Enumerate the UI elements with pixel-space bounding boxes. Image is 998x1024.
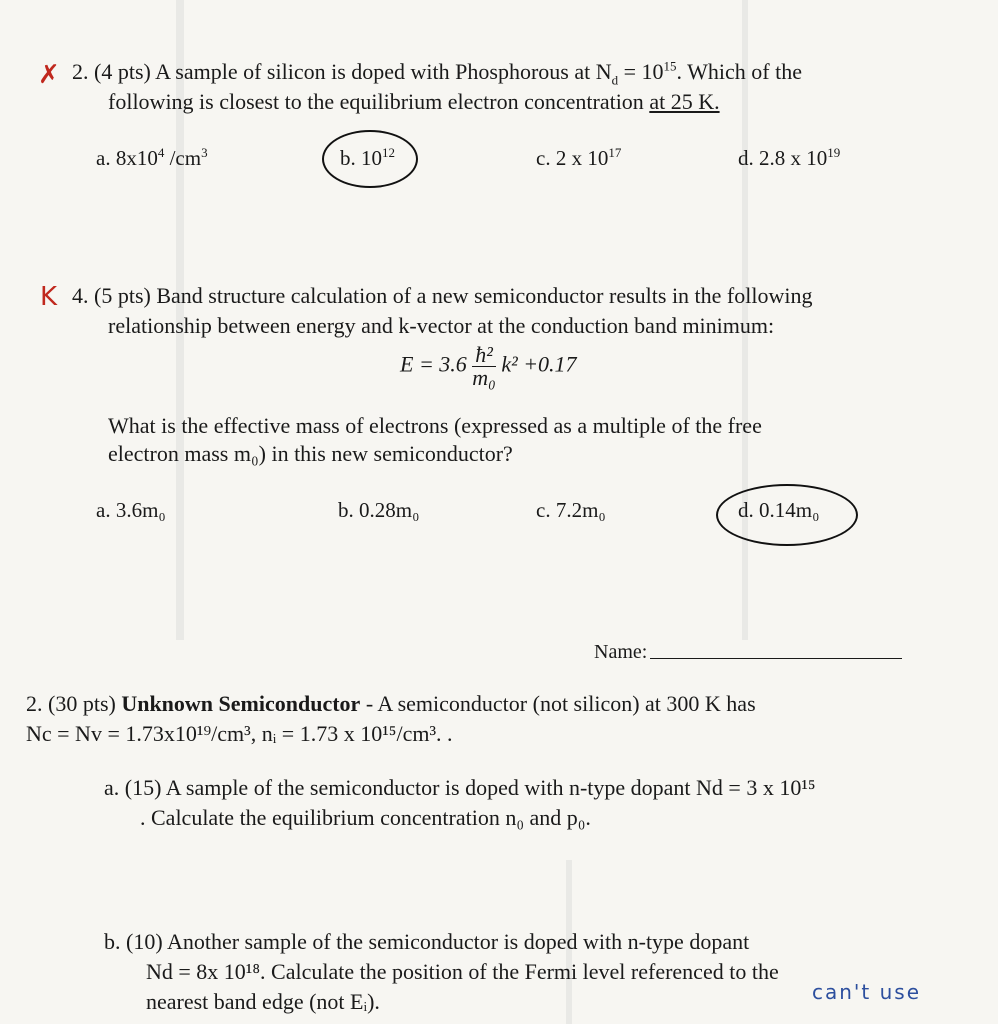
name-field-line (650, 658, 902, 659)
name-label: Name: (594, 641, 648, 663)
handwritten-note: can't use (812, 980, 922, 1004)
q4-option-a: a. 3.6m₀ (96, 498, 166, 522)
answer-circle-q2 (322, 130, 418, 188)
equation-fraction: $\frac{\text{ħ²}}{\text{m₀}}$ (472, 342, 496, 390)
p2-b-line3: nearest band edge (not Eᵢ). (146, 989, 380, 1014)
p2-a-line1: a. (15) A sample of the semiconductor is doped with n-type dopant Nd = 3 x 10¹⁵ (104, 775, 816, 800)
q4-line1: 4. (5 pts) Band structure calculation of a new semiconductor results in the following (72, 283, 813, 308)
p2-b-line2: Nd = 8x 10¹⁸. Calculate the position of the Fermi level referenced to the (146, 959, 779, 984)
p2-b-line1: b. (10) Another sample of the semiconductor is doped with n-type dopant (104, 929, 750, 954)
red-k-mark: K (40, 282, 58, 312)
red-star-mark: ✗ (38, 60, 60, 90)
q4-equation: E = 3.6 $\frac{\text{ħ²}}{\text{m₀}}$ k² +0.17 (400, 342, 577, 390)
q4-line3: What is the effective mass of electrons (expressed as a multiple of the free (108, 413, 762, 438)
q2-line2: following is closest to the equilibrium electron concentration at 25 K. (108, 89, 720, 114)
q2-option-c: c. 2 x $10^{17}$ (536, 145, 622, 170)
p2-line2: Nc = Nv = 1.73x10¹⁹/cm³, nᵢ = 1.73 x 10¹⁵/cm³. . (26, 721, 453, 746)
q4-option-c: c. 7.2m₀ (536, 498, 606, 522)
q4-option-d: d. 0.14m₀ (738, 498, 820, 522)
q2-option-b: b. $10^{12}$ (340, 145, 395, 170)
p2-heading: 2. (30 pts) Unknown Semiconductor - A semiconductor (not silicon) at 300 K has (26, 691, 756, 716)
answer-circle-q4 (716, 484, 858, 546)
q2-line1: 2. (4 pts) A sample of silicon is doped with Phosphorous at $N_d = 10^{15}$. Which of the (72, 58, 802, 88)
p2-a-line2: . Calculate the equilibrium concentration n₀ and p₀. (140, 805, 591, 830)
q4-line2: relationship between energy and k-vector at the conduction band minimum: (108, 313, 775, 338)
q2-option-a: a. $8x10^4$ $/cm^3$ (96, 145, 208, 170)
q4-line4: electron mass m₀) in this new semiconductor? (108, 441, 513, 466)
q2-option-d: d. 2.8 x $10^{19}$ (738, 145, 841, 170)
q4-option-b: b. 0.28m₀ (338, 498, 420, 522)
